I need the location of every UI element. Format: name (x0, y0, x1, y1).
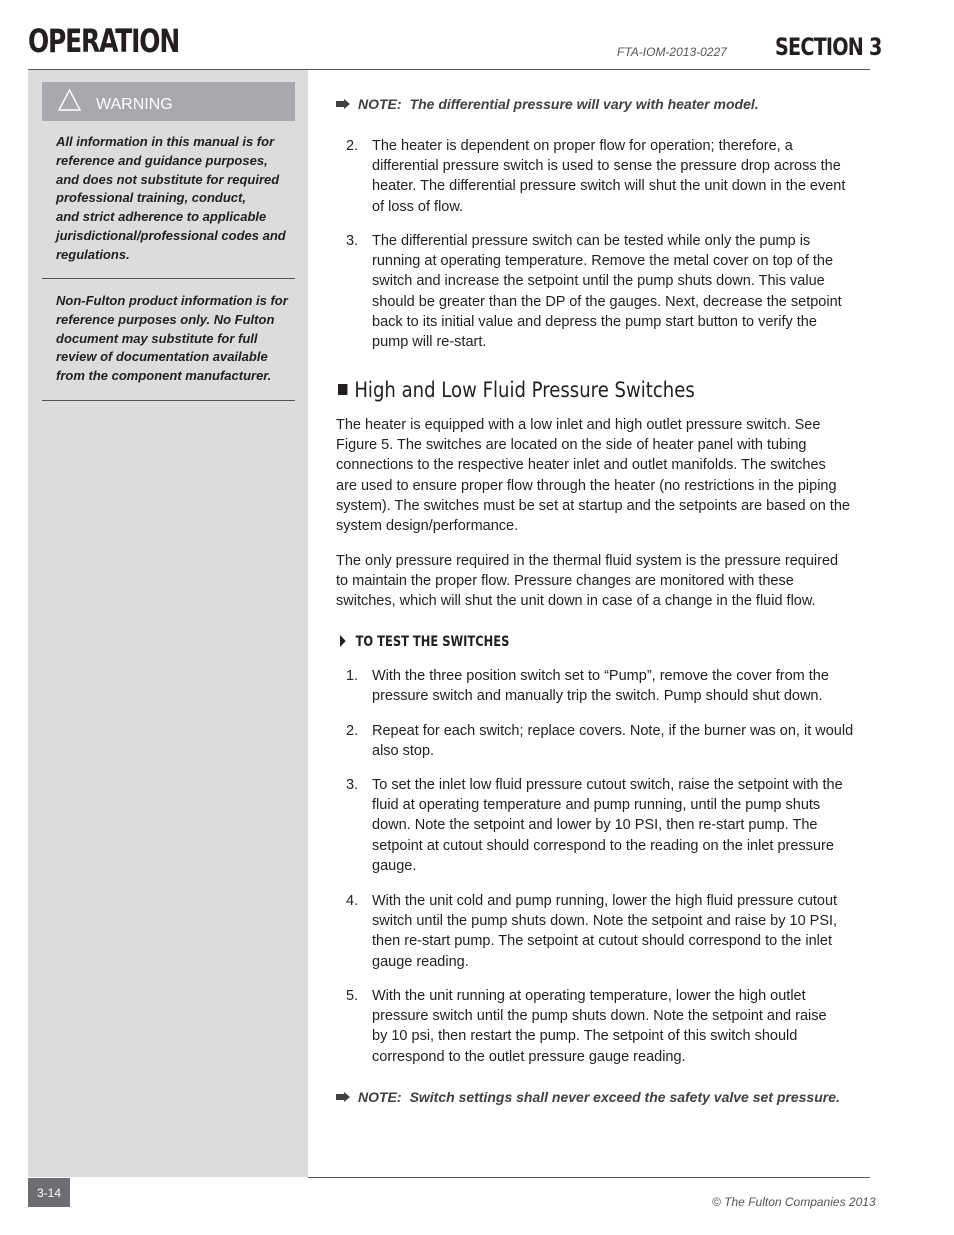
list-line: The heater is dependent on proper flow for operation; therefore, a (372, 138, 793, 154)
list-line: back to its initial value and depress the pump start button to verify the (372, 313, 817, 330)
warning-line: from the component manufacturer. (56, 368, 272, 384)
warning-line: All information in this manual is for (56, 134, 275, 149)
page-number: 3-14 (37, 1186, 62, 1200)
paragraph-line: system). The switches must be set at startup and the setpoints are based on the (336, 497, 850, 514)
copyright: © The Fulton Companies 2013 (712, 1195, 876, 1209)
warning-text-general (56, 133, 288, 265)
list-number: 5. (346, 988, 359, 1004)
warning-label: WARNING (96, 96, 173, 113)
list-line: heater. The differential pressure switch will shut the unit down in the event (372, 178, 846, 195)
warning-line: reference purposes only. No Fulton (56, 311, 275, 327)
list-number: 4. (346, 893, 359, 909)
list-line: pressure switch until the pump shuts down. Note the setpoint and raise (372, 1008, 827, 1025)
list-line: should be greater than the DP of the gauges. Next, decrease the setpoint (372, 293, 842, 310)
list-number: 2. (346, 138, 359, 154)
triangle-bullet-icon (340, 635, 346, 647)
list-line: setpoint at cutout should correspond to the reading on the inlet pressure (372, 837, 834, 854)
list-line: correspond to the outlet pressure gauge reading. (372, 1048, 686, 1065)
note-bottom (336, 1089, 840, 1105)
note-top (336, 96, 759, 112)
paragraph-line: are used to ensure proper flow through the heater (no restrictions in the piping (336, 477, 837, 494)
warning-line: document may substitute for full (56, 330, 258, 346)
list-line: also stop. (372, 743, 435, 760)
note-arrow-icon (336, 96, 352, 112)
list-line: gauge reading. (372, 953, 469, 970)
list-line: To set the inlet low fluid pressure cutout switch, raise the setpoint with the (372, 777, 843, 793)
warning-line: jurisdictional/professional codes and (56, 227, 286, 243)
list-number: 3. (346, 777, 359, 793)
note-label: NOTE: (358, 1089, 402, 1105)
list-line: fluid at operating temperature and pump running, until the pump shuts (372, 797, 821, 814)
note-text: Switch settings shall never exceed the safety valve set pressure. (409, 1089, 840, 1105)
warning-text-non-fulton (56, 292, 288, 386)
paragraph-line: Figure 5. The switches are located on the side of heater panel with tubing (336, 437, 807, 454)
subheading (340, 634, 509, 650)
warning-line: reference and guidance purposes, (56, 152, 268, 168)
warning-line: regulations. (56, 246, 130, 262)
section-label: SECTION 3 (775, 33, 882, 61)
paragraph-line: switches, which will shut the unit down in case of a change in the fluid flow. (336, 593, 816, 610)
paragraph-line: The heater is equipped with a low inlet and high outlet pressure switch. See (336, 417, 821, 433)
list-number: 3. (346, 233, 359, 249)
paragraph (336, 551, 866, 612)
list-line: With the unit running at operating temperature, lower the high outlet (372, 988, 806, 1004)
warning-line: review of documentation available (56, 349, 268, 365)
footer-divider (308, 1177, 870, 1178)
list-line: of loss of flow. (372, 198, 464, 215)
list-line: gauge. (372, 857, 417, 874)
list-number: 1. (346, 668, 359, 684)
paragraph (336, 415, 866, 536)
list-line: down. Note the setpoint and lower by 10 PSI, then re-start pump. The (372, 817, 818, 834)
list-line: switch and increase the setpoint until the pump shuts down. This value (372, 273, 825, 290)
section-heading-text: High and Low Fluid Pressure Switches (354, 378, 695, 402)
note-label: NOTE: (358, 96, 402, 112)
warning-line: professional training, conduct, (56, 190, 246, 206)
paragraph-line: connections to the respective heater inlet and outlet manifolds. The switches (336, 457, 826, 474)
list-line: by 10 psi, then restart the pump. The setpoint of this switch should (372, 1028, 798, 1045)
paragraph-line: system design/performance. (336, 518, 519, 535)
list-line: switch until the pump shuts down. Note the setpoint and raise by 10 PSI, (372, 913, 838, 930)
list-line: pump will re-start. (372, 334, 487, 351)
warning-line: Non-Fulton product information is for (56, 293, 288, 308)
paragraph-line: The only pressure required in the thermal fluid system is the pressure required (336, 553, 839, 569)
paragraph-line: to maintain the proper flow. Pressure changes are monitored with these (336, 573, 794, 590)
sidebar-divider (42, 278, 295, 279)
list-line: With the three position switch set to “Pump”, remove the cover from the (372, 668, 829, 684)
list-number: 2. (346, 723, 359, 739)
document-number: FTA-IOM-2013-0227 (617, 45, 727, 59)
subheading-text: TO TEST THE SWITCHES (355, 634, 510, 650)
list-line: The differential pressure switch can be tested while only the pump is (372, 233, 811, 249)
note-text: The differential pressure will vary with heater model. (409, 96, 759, 112)
square-bullet-icon (338, 384, 347, 395)
list-line: pressure switch and manually trip the switch. Pump should shut down. (372, 688, 823, 705)
warning-line: and strict adherence to applicable (56, 209, 267, 225)
sidebar-divider (42, 400, 295, 401)
list-line: differential pressure switch is used to sense the pressure drop across the (372, 158, 841, 175)
note-arrow-icon (336, 1089, 352, 1105)
list-line: Repeat for each switch; replace covers. Note, if the burner was on, it would (372, 723, 854, 739)
list-line: then re-start pump. The setpoint at cutout should correspond to the inlet (372, 933, 832, 950)
warning-line: and does not substitute for required (56, 171, 280, 187)
list-line: running at operating temperature. Remove the metal cover on top of the (372, 253, 834, 270)
list-line: With the unit cold and pump running, lower the high fluid pressure cutout (372, 893, 838, 909)
section-heading (338, 378, 695, 402)
warning-triangle-icon (57, 88, 82, 112)
page-title: OPERATION (28, 22, 180, 60)
